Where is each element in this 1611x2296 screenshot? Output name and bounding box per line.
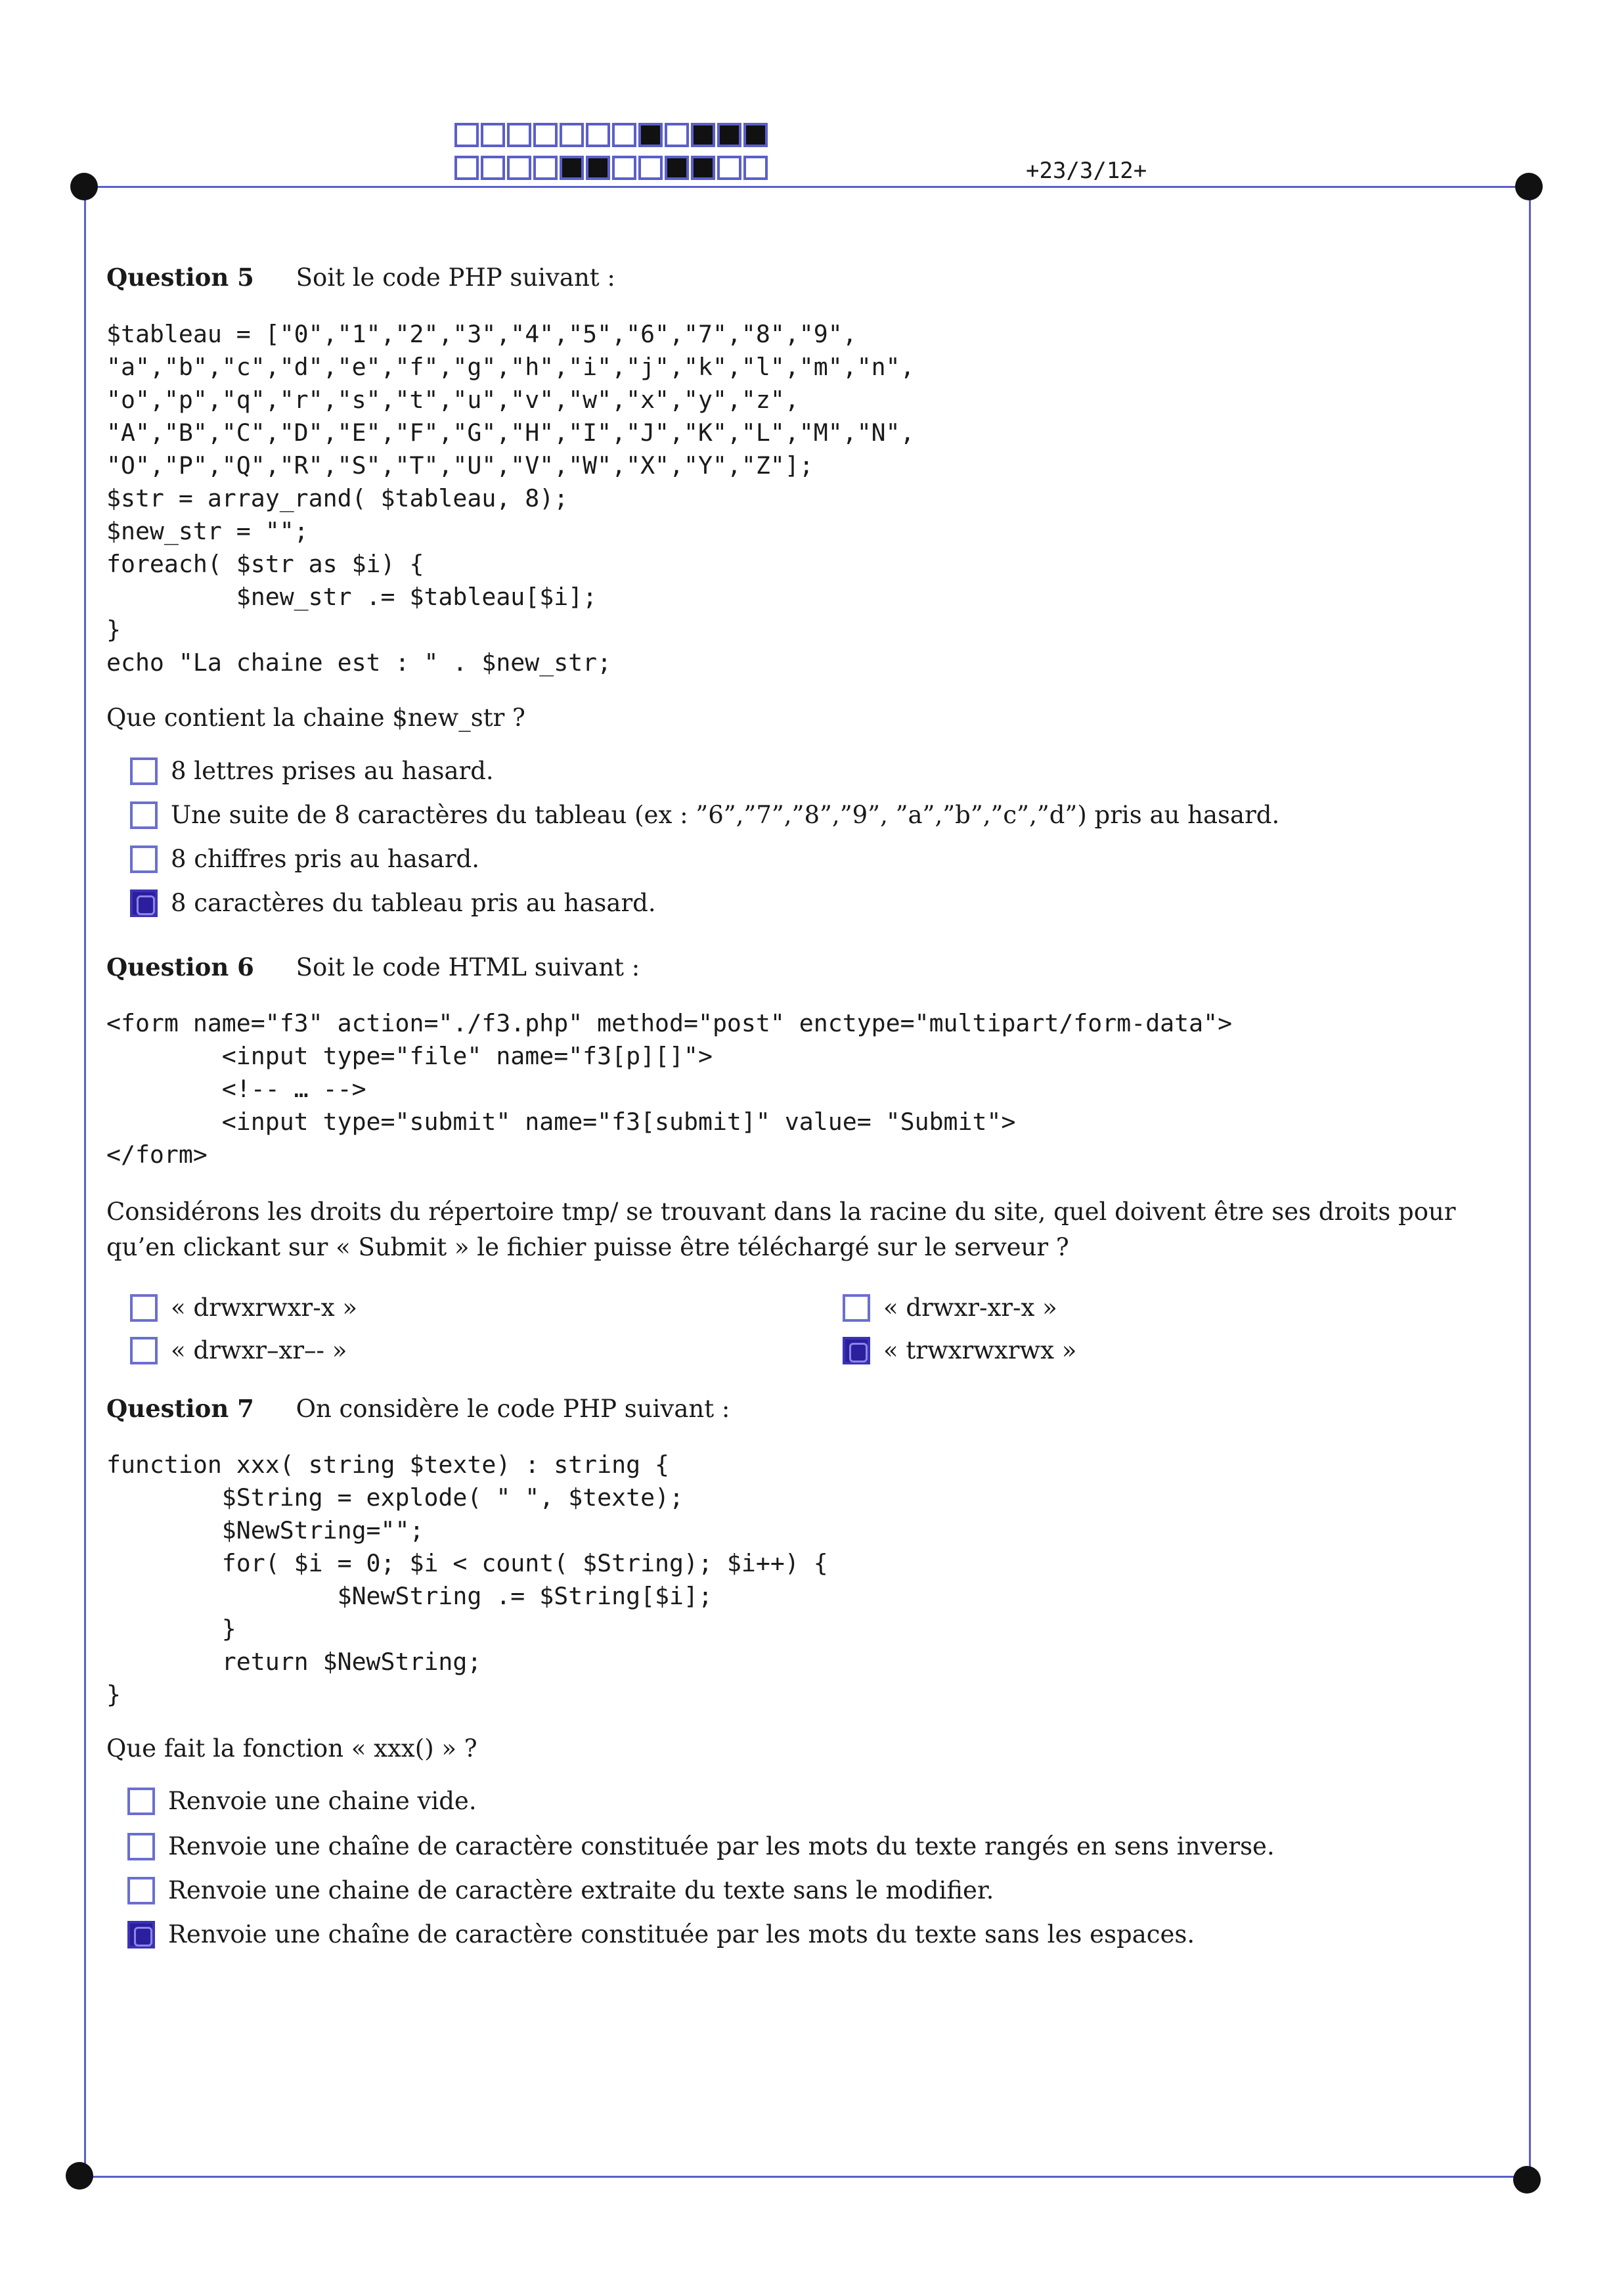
id-grid-cell [560,156,584,180]
answer-choice[interactable] [127,1787,477,1815]
page-id-label: +23/3/12+ [1026,158,1147,184]
page-id-code-row-1 [454,123,770,147]
answer-choice[interactable] [130,845,479,873]
id-grid-cell [665,123,689,147]
answer-label: Renvoie une chaîne de caractère constituée par les mots du texte sans les espaces. [168,1920,1195,1948]
answer-choice[interactable] [127,1832,1275,1860]
id-grid-cell [717,156,741,180]
id-grid-cell [586,156,610,180]
answer-checkbox[interactable] [843,1294,870,1322]
question-title: Soit le code PHP suivant : [296,263,615,292]
id-grid-cell [481,123,505,147]
answer-label: Renvoie une chaîne de caractère constituée par les mots du texte rangés en sens inverse. [168,1832,1275,1860]
question-prompt: Que contient la chaine $new_str ? [106,704,525,732]
answer-label: 8 chiffres pris au hasard. [171,845,479,873]
question-title: Soit le code HTML suivant : [296,953,640,981]
answer-label: 8 caractères du tableau pris au hasard. [171,889,656,917]
id-grid-cell [533,123,558,147]
answer-choice[interactable] [130,1294,357,1322]
id-grid-cell [533,156,558,180]
answer-label: Une suite de 8 caractères du tableau (ex : ”6”,”7”,”8”,”9”, ”a”,”b”,”c”,”d”) pris au hasard. [171,801,1280,829]
answer-checkbox[interactable] [127,1833,155,1860]
frame-bottom [84,2176,1531,2178]
id-grid-cell [743,123,768,147]
question-number: Question 7 [106,1394,254,1423]
id-grid-cell [481,156,505,180]
answer-checkbox[interactable] [127,1788,155,1815]
corner-marker-top-left [70,173,98,200]
question-title: On considère le code PHP suivant : [296,1395,730,1423]
question-5-heading [106,263,615,292]
answer-choice[interactable] [130,1336,347,1364]
id-grid-cell [691,123,715,147]
answer-checkbox[interactable] [127,1877,155,1904]
answer-checkbox[interactable] [130,889,158,917]
answer-label: Renvoie une chaine vide. [168,1787,477,1815]
question-prompt: Considérons les droits du répertoire tmp/ se trouvant dans la racine du site, quel doivent être ses droits pour qu’en clickant sur « Submit » le fichier puisse être téléchargé sur le serveur ? [106,1198,1456,1261]
answer-choice[interactable] [843,1336,1076,1364]
answer-label: 8 lettres prises au hasard. [171,757,494,785]
frame-right [1529,186,1531,2178]
id-grid-cell [586,123,610,147]
question-prompt: Que fait la fonction « xxx() » ? [106,1734,477,1763]
answer-checkbox[interactable] [130,1294,158,1322]
answer-choice[interactable] [127,1920,1195,1948]
answer-choice[interactable] [127,1876,994,1904]
answer-checkbox[interactable] [130,845,158,873]
answer-choice[interactable] [843,1294,1057,1322]
answer-label: « drwxr-xr-x » [883,1294,1057,1322]
question-number: Question 5 [106,263,254,292]
id-grid-cell [507,156,531,180]
answer-label: « trwxrwxrwx » [883,1336,1077,1364]
page-id-code-row-2 [454,156,770,180]
question-number: Question 6 [106,953,254,981]
php-code-block: $tableau = ["0","1","2","3","4","5","6","7","8","9", "a","b","c","d","e","f","g","h","i","j","k","l","m","n", "o","p","q","r","s","t","u","v","w","x","y","z", "A","B","C","D","E","F","G","H","I","J","K","L","M","N", "O","P","Q","R","S","T","U","V","W","X","Y","Z"]; $str = array_rand( $tableau, 8); $new_str = ""; foreach( $str as $i) { $new_str .= $tableau[$i]; } echo "La chaine est : " . $new_str; [106,320,915,677]
answer-label: « drwxr–xr–- » [171,1336,347,1364]
corner-marker-bottom-left [66,2162,93,2190]
corner-marker-bottom-right [1513,2166,1541,2194]
id-grid-cell [612,123,636,147]
frame-top [84,186,1531,188]
php-code-block: function xxx( string $texte) : string { $String = explode( " ", $texte); $NewString=""; for( $i = 0; $i < count( $String); $i++) { $NewString .= $String[$i]; } return $NewString; } [106,1451,828,1709]
answer-label: Renvoie une chaine de caractère extraite du texte sans le modifier. [168,1876,994,1904]
id-grid-cell [665,156,689,180]
answer-label: « drwxrwxr-x » [171,1294,357,1322]
question-7-heading [106,1394,730,1423]
answer-checkbox[interactable] [130,801,158,829]
answer-checkbox[interactable] [127,1921,155,1948]
id-grid-cell [638,156,663,180]
id-grid-cell [612,156,636,180]
id-grid-cell [743,156,768,180]
id-grid-cell [638,123,663,147]
id-grid-cell [691,156,715,180]
corner-marker-top-right [1515,173,1543,200]
html-code-block: <form name="f3" action="./f3.php" method="post" enctype="multipart/form-data"> <input type="file" name="f3[p][]"> <!-- … --> <input type="submit" name="f3[submit]" value= "Submit"> </form> [106,1009,1233,1169]
question-6-heading [106,953,640,981]
answer-checkbox[interactable] [130,757,158,785]
answer-choice[interactable] [130,757,494,785]
id-grid-cell [717,123,741,147]
answer-choice[interactable] [130,889,656,917]
id-grid-cell [507,123,531,147]
id-grid-cell [560,123,584,147]
answer-checkbox[interactable] [130,1337,158,1364]
id-grid-cell [454,123,479,147]
frame-left [84,186,86,2178]
answer-checkbox[interactable] [843,1337,870,1364]
answer-choice[interactable] [130,801,1279,829]
id-grid-cell [454,156,479,180]
